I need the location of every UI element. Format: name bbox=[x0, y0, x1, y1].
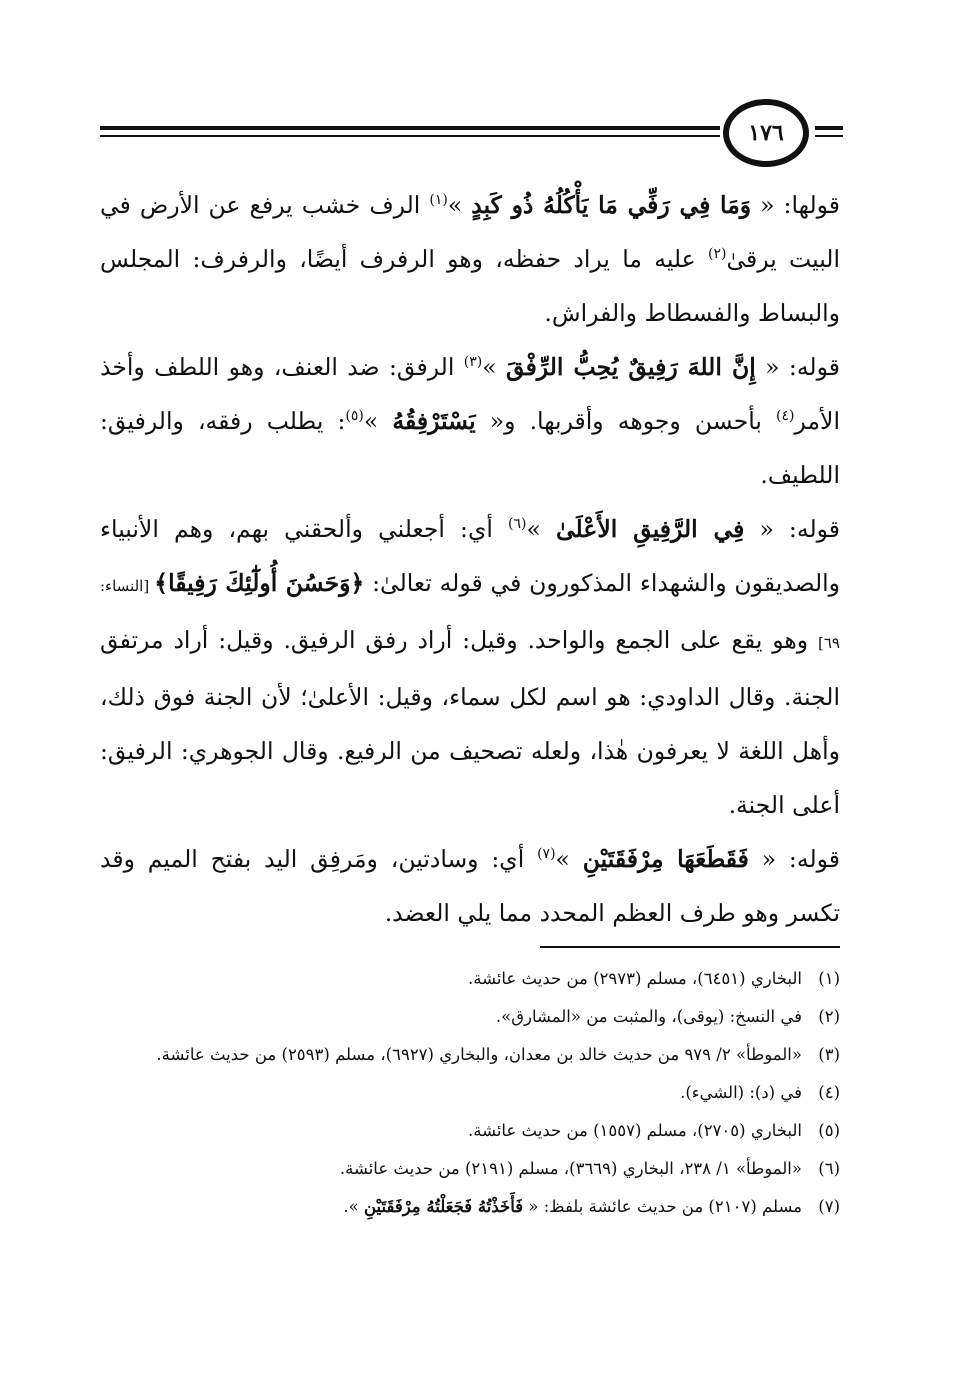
text-run: » bbox=[482, 353, 506, 381]
footnote-text: «الموطأ» ٢/ ٩٧٩ من حديث خالد بن معدان، والبخاري (٦٩٢٧)، مسلم (٢٥٩٣) من حديث عائشة. bbox=[156, 1045, 802, 1064]
text-run: » bbox=[555, 845, 583, 873]
main-text bbox=[100, 178, 840, 940]
page-header bbox=[0, 97, 955, 177]
footnote-text: البخاري (٦٤٥١)، مسلم (٢٩٧٣) من حديث عائشة. bbox=[468, 969, 802, 988]
text-run: قوله: « bbox=[755, 353, 840, 381]
footnote-number: (٧) bbox=[818, 1197, 840, 1216]
header-rule-thin bbox=[100, 135, 720, 137]
footnotes bbox=[100, 960, 840, 1226]
footnote-marker: (٤) bbox=[776, 408, 795, 425]
footnote-marker: (٢) bbox=[707, 246, 727, 263]
text-run: قولها: « bbox=[751, 191, 840, 219]
footnote-text bbox=[100, 1188, 802, 1226]
text-run: الرف خشب يرفع عن الأرض في البيت يرقىٰ bbox=[100, 191, 840, 273]
paragraph-1 bbox=[100, 178, 840, 340]
text-run: » bbox=[447, 191, 472, 219]
footnote-number: (٢) bbox=[818, 1007, 840, 1026]
hadith-quote: فَأَخَذْتُهُ فَجَعَلْتُهُ مِرْفَقَتَيْنِ bbox=[363, 1197, 524, 1216]
text-run: الرفق: ضد العنف، وهو اللطف وأخذ الأمر bbox=[100, 353, 840, 435]
text-run: عليه ما يراد حفظه، وهو الرفرف أيضًا، والرفرف: المجلس والبساط والفسطاط والفراش. bbox=[100, 245, 840, 327]
quran-verse: ﴿وَحَسُنَ أُولَٰٓئِكَ رَفِيقًا﴾ bbox=[154, 569, 365, 597]
footnote-marker: (٧) bbox=[537, 846, 556, 863]
header-rule-right-thick bbox=[815, 126, 843, 130]
footnote-2 bbox=[100, 998, 840, 1036]
header-rule-right-thin bbox=[815, 135, 843, 137]
footnote-marker: (٥) bbox=[345, 408, 364, 425]
footnote-number: (٥) bbox=[818, 1121, 840, 1140]
footnote-divider bbox=[540, 946, 840, 948]
footnote-marker: (٦) bbox=[507, 516, 527, 533]
hadith-quote: وَمَا فِي رَفِّي مَا يَأْكُلُهُ ذُو كَبِدٍ bbox=[471, 191, 752, 219]
text-run: » bbox=[363, 407, 393, 435]
paragraph-2 bbox=[100, 340, 840, 502]
text-run: مسلم (٢١٠٧) من حديث عائشة بلفظ: « bbox=[523, 1197, 802, 1216]
header-rule-thick bbox=[100, 126, 720, 130]
footnote-6 bbox=[100, 1150, 840, 1188]
footnote-text: «الموطأ» ١/ ٢٣٨، البخاري (٣٦٦٩)، مسلم (٢١٩١) من حديث عائشة. bbox=[339, 1159, 802, 1178]
footnote-marker: (١) bbox=[429, 192, 448, 209]
paragraph-3 bbox=[100, 502, 840, 832]
footnote-4 bbox=[100, 1074, 840, 1112]
footnote-1 bbox=[100, 960, 840, 998]
footnote-number: (١) bbox=[818, 969, 840, 988]
footnote-7 bbox=[100, 1188, 840, 1226]
text-run: قوله: « bbox=[744, 515, 840, 543]
text-run: قوله: « bbox=[748, 845, 840, 873]
verse-reference: [النساء: ٦٩] bbox=[100, 577, 840, 652]
footnote-marker: (٣) bbox=[463, 354, 483, 371]
text-run: ». bbox=[343, 1197, 364, 1216]
page-number-badge: ١٧٦ bbox=[723, 99, 809, 167]
text-run: وهو يقع على الجمع والواحد. وقيل: أراد رفق الرفيق. وقيل: أراد مرتفق الجنة. وقال الداودي: هو اسم لكل سماء، وقيل: الأعلىٰ؛ لأن الجنة فوق ذلك، وأهل اللغة لا يعرفون هٰذا، ولعله تصحيف من الرفيع. وقال الجوهري: الرفيق: أعلى الجنة. bbox=[100, 626, 840, 819]
text-run: أي: أجعلني وألحقني بهم، وهم الأنبياء والصديقون والشهداء المذكورون في قوله تعالىٰ: bbox=[100, 515, 840, 597]
hadith-quote: يَسْتَرْفِقُهُ bbox=[392, 407, 476, 435]
footnote-3 bbox=[100, 1036, 840, 1074]
footnote-number: (٦) bbox=[818, 1159, 840, 1178]
hadith-quote: فِي الرَّفِيقِ الأَعْلَىٰ bbox=[555, 515, 745, 543]
footnote-5 bbox=[100, 1112, 840, 1150]
text-run: » bbox=[526, 515, 556, 543]
footnote-text: في النسخ: (يوقى)، والمثبت من «المشارق». bbox=[495, 1007, 802, 1026]
text-run: بأحسن وجوهه وأقربها. و« bbox=[475, 407, 777, 435]
footnote-text: في (د): (الشيء). bbox=[680, 1083, 802, 1102]
paragraph-4 bbox=[100, 832, 840, 940]
text-run: : يطلب رفقه، والرفيق: اللطيف. bbox=[100, 407, 840, 489]
text-run: أي: وسادتين، ومَرفِق اليد بفتح الميم وقد تكسر وهو طرف العظم المحدد مما يلي العضد. bbox=[100, 845, 840, 927]
footnote-number: (٤) bbox=[818, 1083, 840, 1102]
hadith-quote: فَقَطَعَهَا مِرْفَقَتَيْنِ bbox=[582, 845, 749, 873]
hadith-quote: إِنَّ اللهَ رَفِيقٌ يُحِبُّ الرِّفْقَ bbox=[505, 353, 756, 381]
footnote-text: البخاري (٢٧٠٥)، مسلم (١٥٥٧) من حديث عائشة. bbox=[468, 1121, 802, 1140]
footnote-number: (٣) bbox=[818, 1045, 840, 1064]
